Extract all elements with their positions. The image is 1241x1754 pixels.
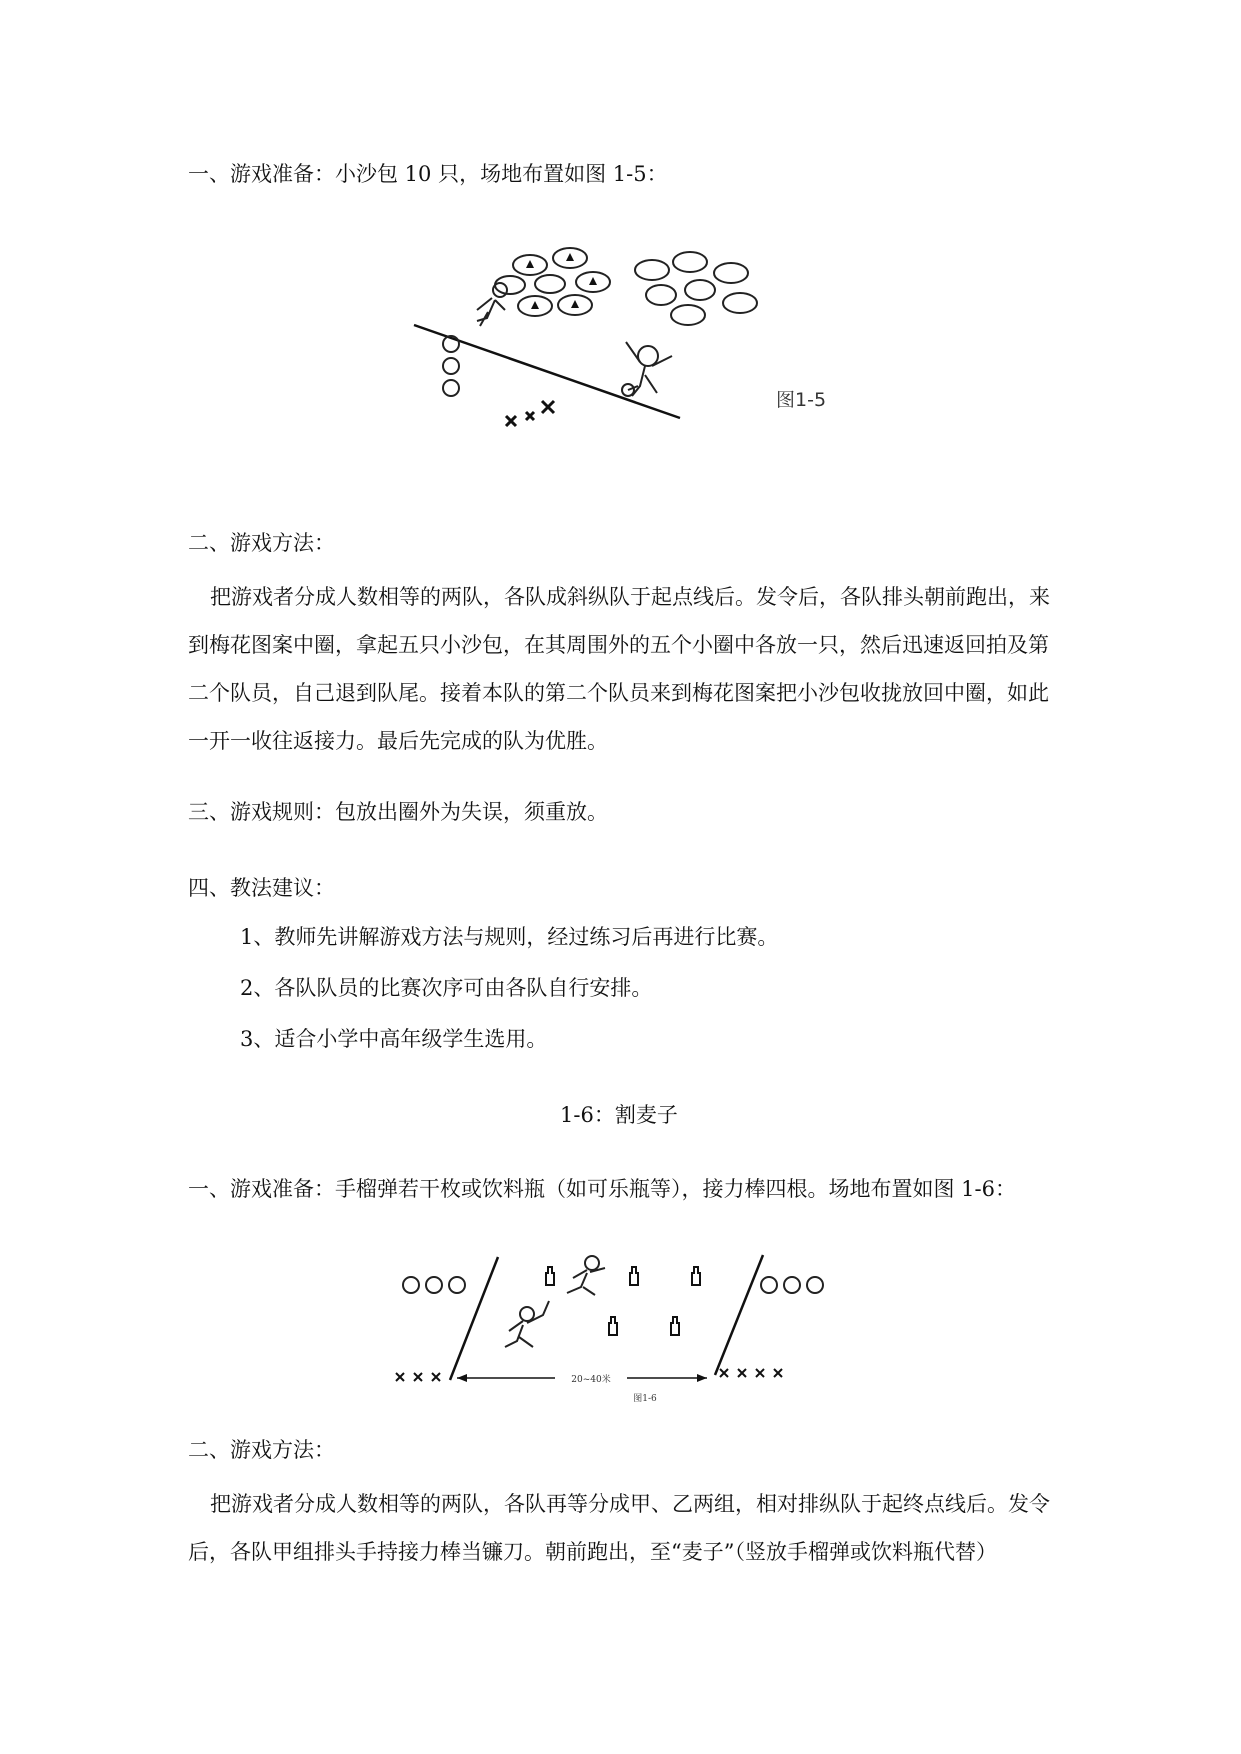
method-text-1-6: 把游戏者分成人数相等的两队，各队再等分成甲、乙两组，相对排纵队于起终点线后。发令后，各队甲组排头手持接力棒当镰刀。朝前跑出，至“麦子”（竖放手榴弹或饮料瓶代替） xyxy=(188,1492,1050,1564)
runner-figure-icon xyxy=(622,342,672,396)
figure-1-6-marks xyxy=(390,1365,810,1395)
flower-pattern-right xyxy=(635,252,757,325)
figure-label-1-6: 图1-6 xyxy=(633,1394,657,1404)
left-team-circles xyxy=(403,1277,465,1293)
left-line xyxy=(450,1257,498,1380)
waiting-circles xyxy=(443,336,459,396)
suggestion-item: 3、适合小学中高年级学生选用。 xyxy=(240,1027,548,1051)
distance-label: 20~40米 xyxy=(571,1375,611,1385)
rules-line-1-5: 三、游戏规则：包放出圈外为失误，须重放。 xyxy=(188,800,608,824)
figure-1-5 xyxy=(400,240,860,490)
runner-top-icon xyxy=(567,1256,605,1295)
runner-bottom-icon xyxy=(505,1301,549,1347)
method-text-1-5: 把游戏者分成人数相等的两队，各队成斜纵队于起点线后。发令后，各队排头朝前跑出，来到梅花图案中圈，拿起五只小沙包，在其周围外的五个小圈中各放一只，然后迅速返回拍及第二个队员，自己退到队尾。接着本队的第二个队员来到梅花图案把小沙包收拢放回中圈，如此一开一收往返接力。最后先完成的队为优胜。 xyxy=(188,585,1050,753)
right-team-circles xyxy=(761,1277,823,1293)
figure-label-1-5: 图1-5 xyxy=(776,389,827,411)
child-figure-icon xyxy=(477,283,507,326)
prep-line-1-6: 一、游戏准备：手榴弹若干枚或饮料瓶（如可乐瓶等），接力棒四根。场地布置如图 1-6： xyxy=(188,1177,1016,1201)
prep-line-1-5: 一、游戏准备：小沙包 10 只，场地布置如图 1-5： xyxy=(188,162,668,186)
suggestion-item: 1、教师先讲解游戏方法与规则，经过练习后再进行比赛。 xyxy=(240,925,779,949)
method-heading-1-6: 二、游戏方法： xyxy=(188,1438,335,1462)
player-marks xyxy=(506,401,554,426)
suggest-heading-1-5: 四、教法建议： xyxy=(188,876,335,900)
section-title-1-6: 1-6：割麦子 xyxy=(560,1103,678,1127)
right-line xyxy=(715,1255,763,1375)
bottle-icons xyxy=(546,1267,700,1335)
suggestion-item: 2、各队队员的比赛次序可由各队自行安排。 xyxy=(240,976,653,1000)
method-heading-1-5: 二、游戏方法： xyxy=(188,531,335,555)
